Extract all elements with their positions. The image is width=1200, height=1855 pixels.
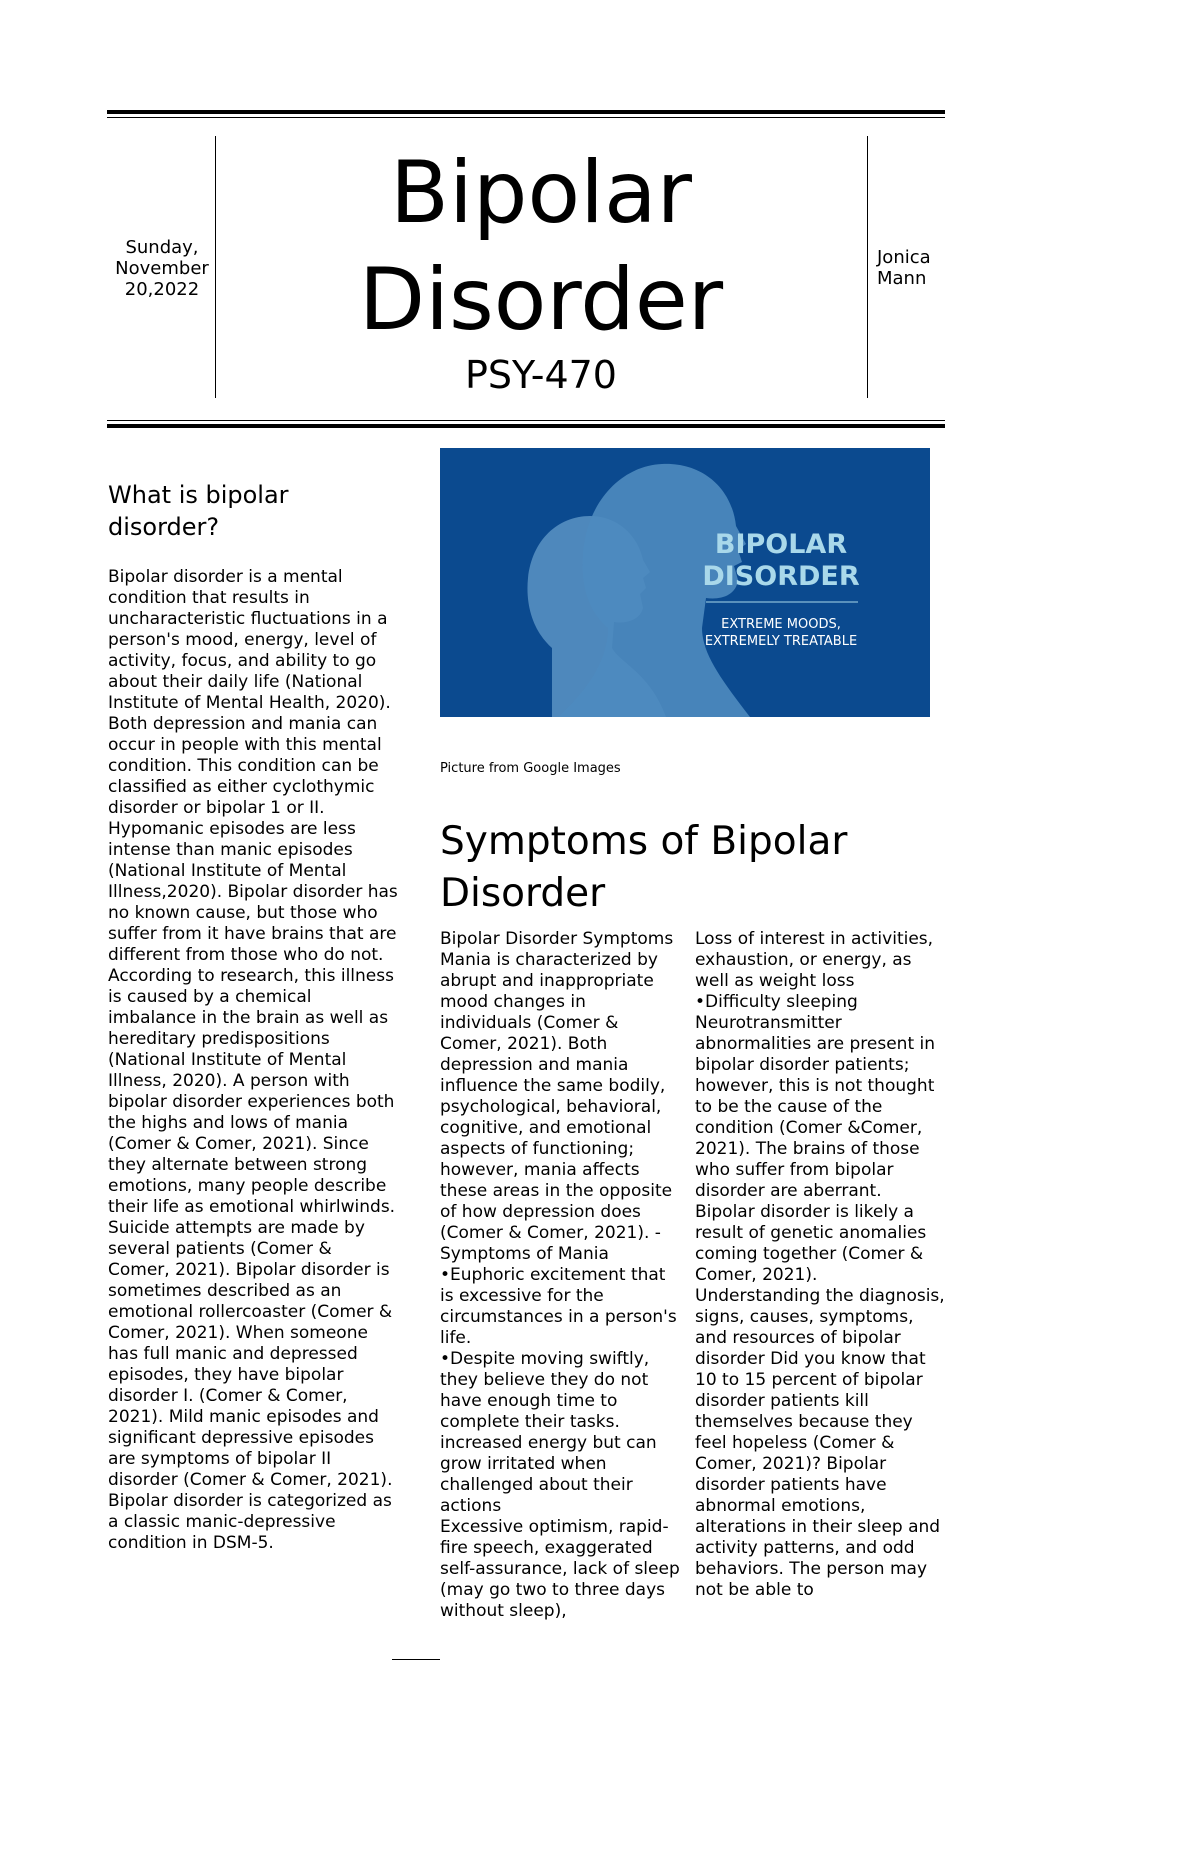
- symptoms-column-1: Bipolar Disorder Symptoms Mania is characterized by abrupt and inappropriate mood changes in individuals (Comer & Comer, 2021). Both depression and mania influence the same bodily, psychological, behavioral, cognitive, and emotional aspects of functioning; however, mania affects these areas in the opposite of how depression does (Comer & Comer, 2021). -Symptoms of Mania •Euphoric excitement that is excessive for the circumstances in a person's life. •Despite moving swiftly, they believe they do not have enough time to complete their tasks. increased energy but can grow irritated when challenged about their actions Excessive optimism, rapid-fire speech, exaggerated self-assurance, lack of sleep (may go two to three days without sleep),: [440, 929, 680, 1621]
- bipolar-disorder-image: [440, 448, 930, 717]
- image-tagline-line2: EXTREMELY TREATABLE: [704, 634, 858, 649]
- two-heads-illustration: [440, 448, 930, 717]
- masthead-top-rule: [107, 110, 945, 114]
- footnote-separator: [392, 1659, 440, 1660]
- symptoms-column-2: Loss of interest in activities, exhaustion, or energy, as well as weight loss •Difficulty sleeping Neurotransmitter abnormalities are present in bipolar disorder patients; however, this is not thought to be the cause of the condition (Comer &Comer, 2021). The brains of those who suffer from bipolar disorder are aberrant. Bipolar disorder is likely a result of genetic anomalies coming together (Comer & Comer, 2021). Understanding the diagnosis, signs, causes, symptoms, and resources of bipolar disorder Did you know that 10 to 15 percent of bipolar disorder patients kill themselves because they feel hopeless (Comer & Comer, 2021)? Bipolar disorder patients have abnormal emotions, alterations in their sleep and activity patterns, and odd behaviors. The person may not be able to: [695, 929, 945, 1600]
- section-body-what-is: Bipolar disorder is a mental condition that results in uncharacteristic fluctuations in a person's mood, energy, level of activity, focus, and ability to go about their daily life (National Institute of Mental Health, 2020). Both depression and mania can occur in people with this mental condition. This condition can be classified as either cyclothymic disorder or bipolar 1 or II. Hypomanic episodes are less intense than manic episodes (National Institute of Mental Illness,2020). Bipolar disorder has no known cause, but those who suffer from it have brains that are different from those who do not. According to research, this illness is caused by a chemical imbalance in the brain as well as hereditary predispositions (National Institute of Mental Illness, 2020). A person with bipolar disorder experiences both the highs and lows of mania (Comer & Comer, 2021). Since they alternate between strong emotions, many people describe their life as emotional whirlwinds. Suicide attempts are made by several patients (Comer & Comer, 2021). Bipolar disorder is sometimes described as an emotional rollercoaster (Comer & Comer, 2021). When someone has full manic and depressed episodes, they have bipolar disorder I. (Comer & Comer, 2021). Mild manic episodes and significant depressive episodes are symptoms of bipolar II disorder (Comer & Comer, 2021). Bipolar disorder is categorized as a classic manic-depressive condition in DSM-5.: [108, 567, 398, 1553]
- image-title-line1: BIPOLAR: [714, 529, 848, 560]
- masthead-bottom-rule-thin: [107, 420, 945, 421]
- issue-date: Sunday, November 20,2022: [115, 237, 209, 300]
- newsletter-title: Bipolar Disorder: [358, 143, 724, 350]
- masthead-top-rule-thin: [107, 117, 945, 118]
- image-title-line2: DISORDER: [702, 561, 860, 592]
- section-heading-what-is: What is bipolar disorder?: [108, 481, 289, 541]
- masthead-divider-right: [867, 136, 868, 398]
- author-name: Jonica Mann: [877, 247, 931, 289]
- course-code: PSY-470: [465, 353, 617, 397]
- masthead-bottom-rule: [107, 424, 945, 428]
- image-caption: Picture from Google Images: [440, 761, 621, 776]
- image-tagline-line1: EXTREME MOODS,: [721, 617, 841, 632]
- section-heading-symptoms: Symptoms of Bipolar Disorder: [440, 819, 848, 916]
